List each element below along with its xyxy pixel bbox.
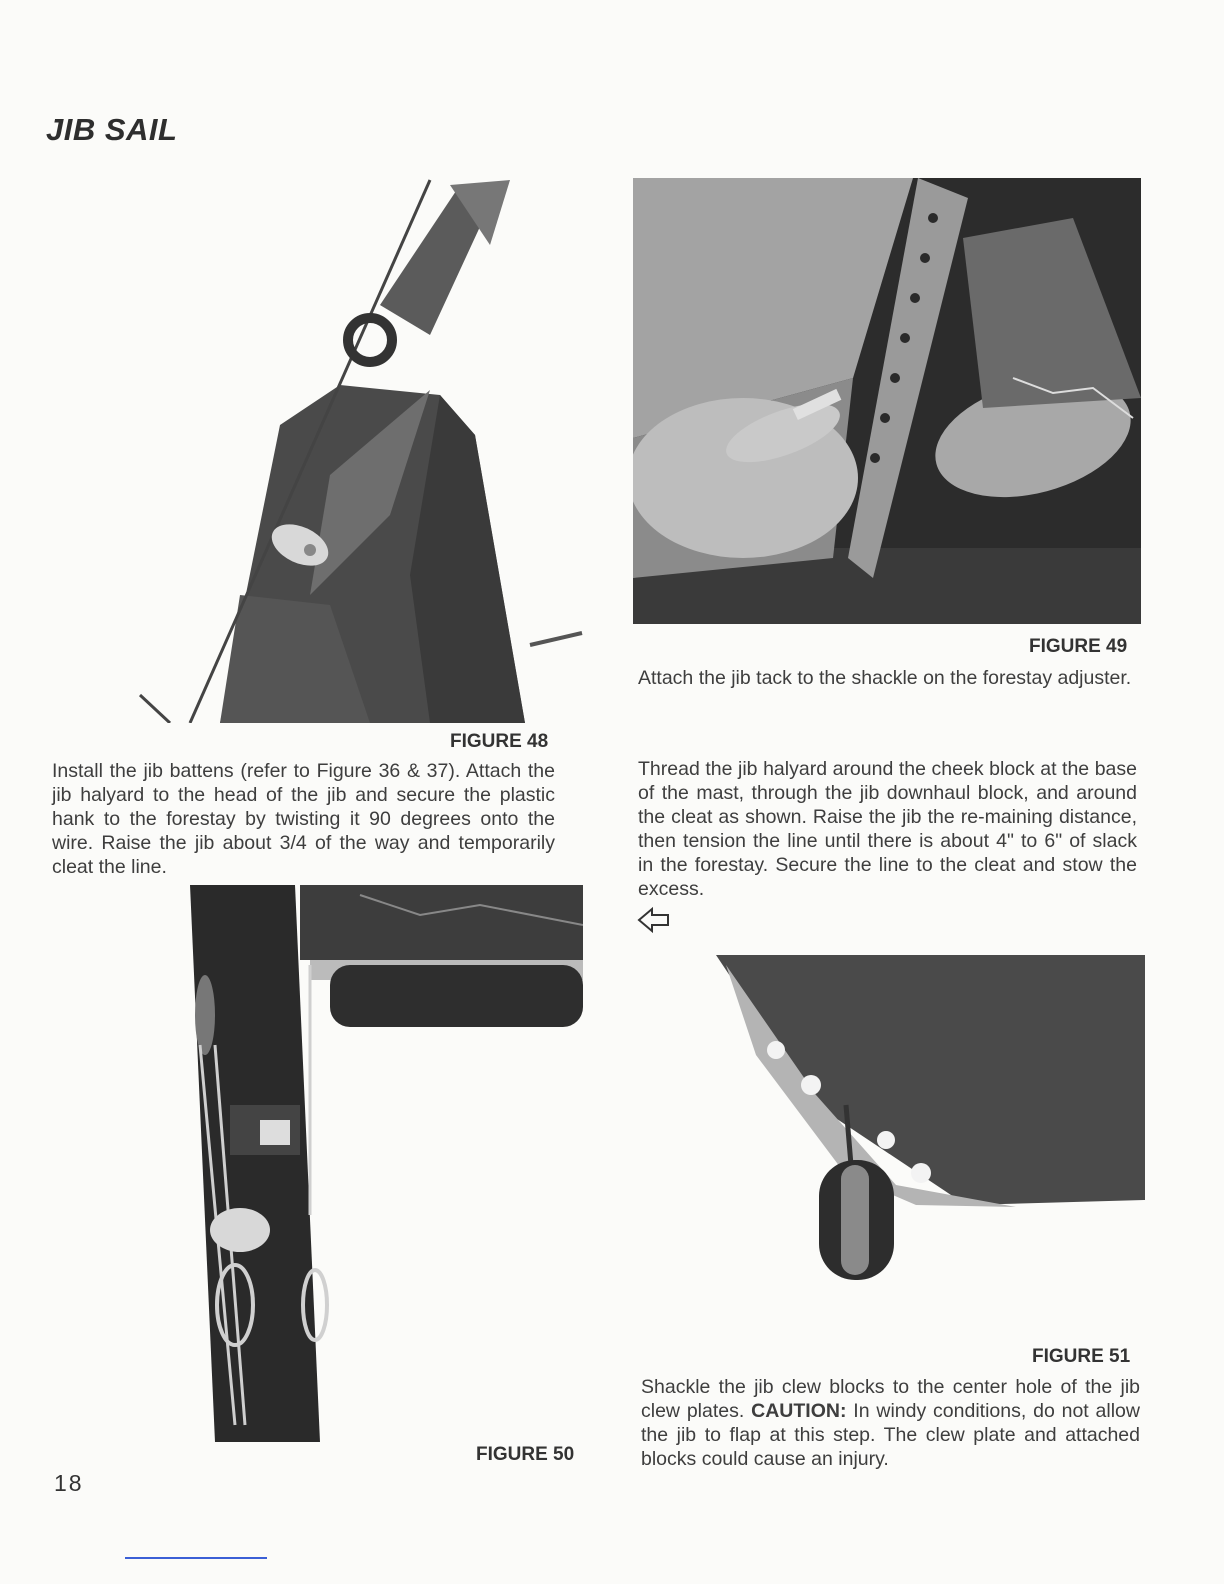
figure-50-text: Thread the jib halyard around the cheek block at the base of the mast, through the jib downhaul block, and around the cleat as shown. Raise the jib the re-maining distance, then tension the line until there is about 4" to 6" of slack in the forestay. Secure the line to the cleat and stow the excess.	[638, 758, 1137, 900]
figure-51-text-after: In windy conditions, do not allow the jib to flap at this step. The clew plate and attached blocks could cause an injury.	[641, 1400, 1140, 1470]
figure-48-text: Install the jib battens (refer to Figure 36 & 37). Attach the jib halyard to the head of the jib and secure the plastic hank to the forestay by twisting it 90 degrees onto the wire. Raise the jib about 3/4 of the way and temporarily cleat the line.	[52, 760, 555, 878]
figure-49-label: FIGURE 49	[1029, 636, 1128, 657]
bottom-divider	[125, 1557, 267, 1559]
figure-48-photo	[130, 175, 585, 723]
figure-51-photo	[636, 955, 1145, 1285]
figure-48-label: FIGURE 48	[450, 731, 549, 752]
figure-51-text-before: Shackle the jib clew blocks to the center hole of the jib clew plates.	[641, 1376, 1140, 1422]
figure-50-photo	[160, 885, 583, 1442]
caution-label: CAUTION:	[751, 1400, 847, 1422]
figure-49-text: Attach the jib tack to the shackle on the forestay adjuster.	[638, 667, 1132, 689]
left-arrow-outline-icon	[636, 906, 672, 939]
figure-49-photo	[633, 178, 1141, 624]
figure-51-text	[641, 1375, 1140, 1471]
page-number: 18	[54, 1470, 84, 1496]
figure-50-label: FIGURE 50	[476, 1444, 575, 1465]
figure-51-label: FIGURE 51	[1032, 1346, 1131, 1367]
page-title: JIB SAIL	[46, 112, 178, 147]
